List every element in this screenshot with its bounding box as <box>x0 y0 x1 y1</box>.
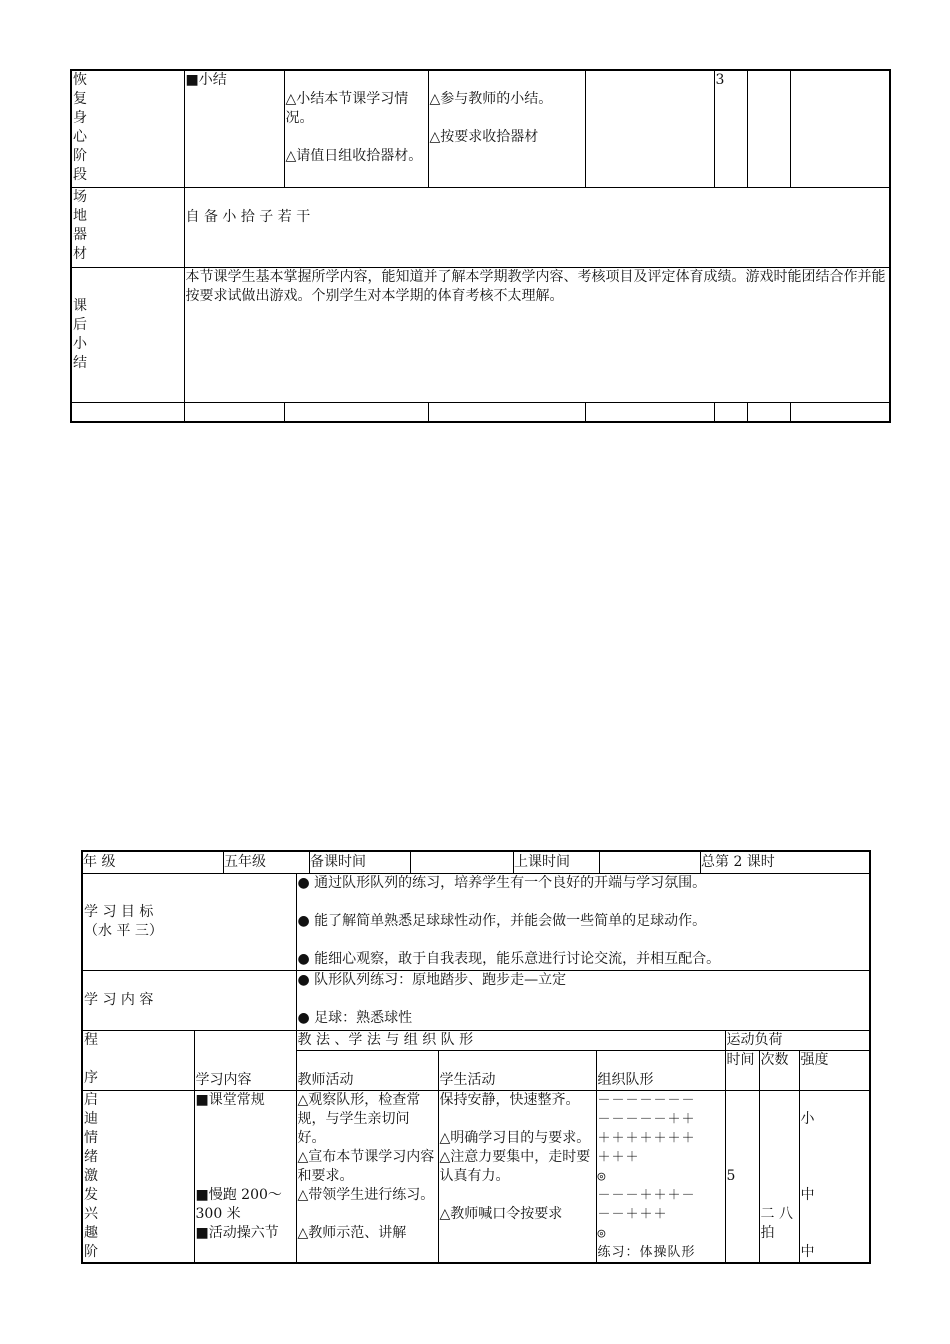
process-header-top: 程 <box>84 1032 98 1048</box>
intensity-value-cell <box>799 1091 870 1264</box>
content-cell: ■小结 <box>184 70 284 187</box>
student-items-cell <box>438 1091 596 1264</box>
teacher-header: 教师活动 <box>296 1051 438 1091</box>
student-activity-cell <box>428 70 585 187</box>
formation-line: ◎ <box>597 1169 607 1184</box>
venue-text: 自 备 小 拾 子 若 干 <box>184 187 890 267</box>
content-item-1: ● 队形队列练习：原地踏步、跑步走—立定 <box>297 972 567 988</box>
prep-time-label: 备课时间 <box>310 852 411 873</box>
class-time-label: 上课时间 <box>514 852 600 873</box>
formation-line: ＋＋＋＋＋＋＋ <box>597 1131 696 1146</box>
blank-cell <box>790 402 890 422</box>
prep-time-value <box>411 852 514 873</box>
time-value-cell <box>725 1091 759 1264</box>
intensity-value-2: 中 <box>800 1187 815 1203</box>
grade-label: 年 级 <box>83 852 224 873</box>
stage-label-warmup: 启 迪 情 绪 激 发 兴 趣 阶 <box>82 1091 194 1264</box>
blank-cell <box>714 402 747 422</box>
load-header: 运动负荷 <box>725 1031 870 1051</box>
formation-line: ＋＋＋ <box>597 1150 640 1165</box>
formation-line: ◎ <box>597 1226 607 1241</box>
learn-item-1: ■课堂常规 <box>195 1092 265 1108</box>
student-activity-2: △按要求收拾器材 <box>429 129 539 145</box>
intensity-cell <box>790 70 890 187</box>
teacher-activity-2: △请值日组收拾器材。 <box>285 148 423 164</box>
student-header: 学生活动 <box>438 1051 596 1091</box>
class-time-value <box>600 852 701 873</box>
learn-items-cell <box>194 1091 296 1264</box>
content-label: 学 习 内 容 <box>82 971 296 1031</box>
count-value: 二 八拍 <box>760 1206 793 1241</box>
student-activity-1: △参与教师的小结。 <box>429 91 553 107</box>
count-header: 次数 <box>759 1051 799 1091</box>
teacher-item-3: △带领学生进行练习。 <box>297 1187 435 1203</box>
contents-cell <box>296 971 870 1031</box>
methods-header: 教 法 、学 法 与 组 织 队 形 <box>296 1031 725 1051</box>
blank-cell <box>428 402 585 422</box>
process-header-bottom: 序 <box>84 1070 98 1086</box>
blank-cell <box>71 402 184 422</box>
header-info-row <box>82 851 870 874</box>
formation-line: 练习：体操队形 <box>597 1245 696 1260</box>
intensity-header: 强度 <box>799 1051 870 1091</box>
teacher-item-1: △观察队形，检查常规，与学生亲切问好。 <box>297 1092 421 1146</box>
blank-cell <box>284 402 428 422</box>
teacher-item-4: △教师示范、讲解 <box>297 1225 407 1241</box>
grade-value: 五年级 <box>224 852 310 873</box>
stage-label-recovery: 恢 复 身 心 阶 段 <box>71 70 184 187</box>
blank-cell <box>585 402 714 422</box>
student-item-2: △明确学习目的与要求。 <box>439 1130 591 1146</box>
goals-level: （水 平 三） <box>84 923 163 939</box>
venue-label: 场 地 器 材 <box>71 187 184 267</box>
goal-item-1: ● 通过队形队列的练习，培养学生有一个良好的开端与学习氛围。 <box>297 875 707 891</box>
learn-item-2: ■慢跑 200～300 米 <box>195 1187 282 1222</box>
total-lesson-label: 总第 2 课时 <box>701 854 775 870</box>
learn-content-header: 学习内容 <box>194 1031 296 1091</box>
lesson-plan-table-continued <box>70 69 891 423</box>
intensity-value-3: 中 <box>800 1244 815 1260</box>
intensity-value-1: 小 <box>800 1111 815 1127</box>
goal-item-2: ● 能了解简单熟悉足球球性动作，并能会做一些简单的足球动作。 <box>297 913 707 929</box>
student-item-3: △注意力要集中，走时要认真有力。 <box>439 1149 591 1184</box>
formation-line: －－－－－＋＋ <box>597 1112 696 1127</box>
process-header <box>82 1031 194 1091</box>
formation-cell <box>585 70 714 187</box>
teacher-items-cell <box>296 1091 438 1264</box>
summary-text: 本节课学生基本掌握所学内容，能知道并了解本学期教学内容、考核项目及评定体育成绩。游戏时能团结合作并能按要求试做出游戏。个别学生对本学期的体育考核不太理解。 <box>184 267 890 402</box>
goals-cell <box>296 874 870 971</box>
teacher-activity-1: △小结本节课学习情况。 <box>285 91 409 126</box>
goals-label: 学 习 目 标 <box>84 904 154 920</box>
learn-item-3: ■活动操六节 <box>195 1225 279 1241</box>
count-value-cell <box>759 1091 799 1264</box>
count-cell <box>747 70 790 187</box>
formation-header: 组织队形 <box>596 1051 725 1091</box>
formation-line: －－＋＋＋ <box>597 1207 668 1222</box>
teacher-item-2: △宣布本节课学习内容和要求。 <box>297 1149 435 1184</box>
formation-cell <box>596 1091 725 1264</box>
blank-cell <box>747 402 790 422</box>
goal-item-3: ● 能细心观察，敢于自我表现，能乐意进行讨论交流，并相互配合。 <box>297 951 721 967</box>
content-item-2: ● 足球：熟悉球性 <box>297 1010 413 1026</box>
blank-cell <box>184 402 284 422</box>
lesson-plan-table <box>81 850 871 1264</box>
time-header: 时间 <box>725 1051 759 1091</box>
teacher-activity-cell <box>284 70 428 187</box>
student-item-4: △教师喊口令按要求 <box>439 1206 563 1222</box>
time-cell: 3 <box>714 70 747 187</box>
formation-line: －－－＋＋＋－ <box>597 1188 696 1203</box>
formation-line: －－－－－－－ <box>597 1093 696 1108</box>
goals-label-cell <box>82 874 296 971</box>
student-item-1: 保持安静，快速整齐。 <box>439 1092 580 1108</box>
summary-label: 课 后 小 结 <box>71 267 184 402</box>
time-value: 5 <box>726 1168 736 1184</box>
